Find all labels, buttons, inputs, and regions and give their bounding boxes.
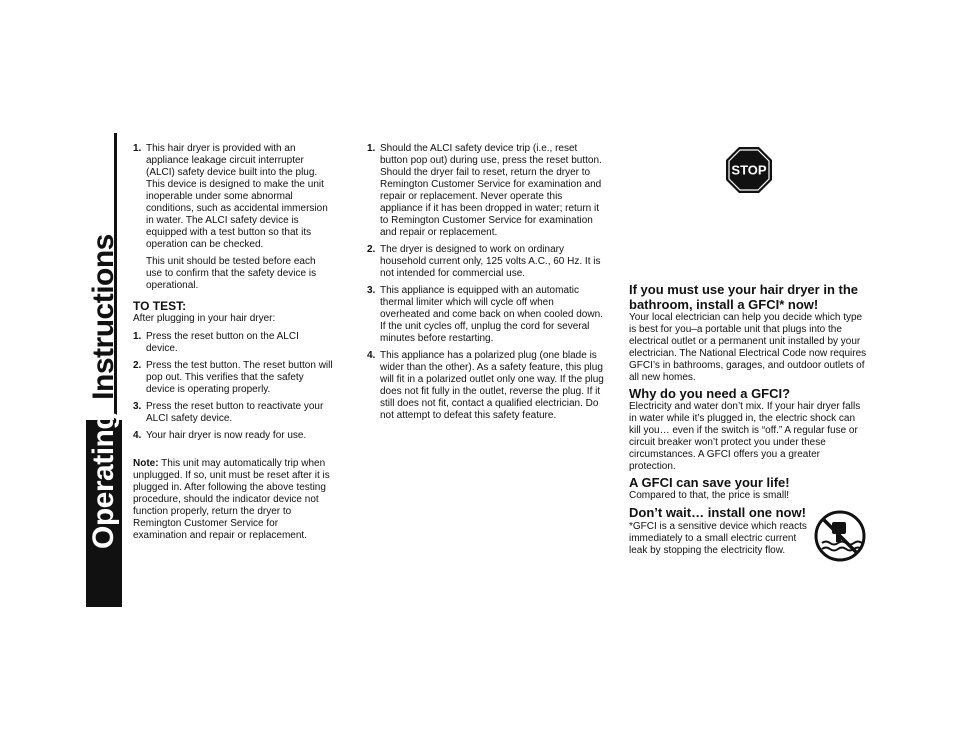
item-text: Your hair dryer is now ready for use.	[146, 430, 307, 441]
dont-wait-heading: Don’t wait… install one now!	[629, 505, 806, 520]
no-dryer-in-water-icon	[814, 510, 866, 562]
item-text: The dryer is designed to work on ordinary household current only, 125 volts A.C., 60 Hz. It is not intended for commercial use.	[380, 244, 601, 279]
item-text: Press the reset button on the ALCI device.	[146, 331, 299, 354]
item-number: 1.	[133, 143, 142, 154]
alci-test-note: This unit should be tested before each use to confirm that the safety device is operational.	[146, 256, 317, 291]
save-life-paragraph: Compared to that, the price is small!	[629, 490, 790, 501]
list-item	[367, 350, 605, 422]
note-label: Note:	[133, 458, 159, 469]
to-test-intro: After plugging in your hair dryer:	[133, 313, 276, 324]
item-number: 1.	[367, 143, 376, 154]
list-item	[133, 430, 333, 442]
item-number: 3.	[367, 285, 376, 296]
item-number: 3.	[133, 401, 142, 412]
save-life-heading: A GFCI can save your life!	[629, 475, 790, 490]
item-number: 4.	[367, 350, 376, 361]
side-title-operating: Operating	[87, 411, 120, 549]
list-item	[367, 244, 605, 280]
gfci-paragraph: Your local electrician can help you decide which type is best for you–a portable unit that plugs into the electrical outlet or a permanent unit installed by your electrician. The National Electrical Code now requires GFCI’s in bathrooms, garages, and outdoor outlets of all new homes.	[629, 312, 867, 383]
column-1	[133, 143, 333, 552]
item-text: This appliance is equipped with an automatic thermal limiter which will cycle off when overheated and come back on when cooled down. If the unit cycles off, unplug the cord for several minutes before restarting.	[380, 285, 603, 344]
side-title-instructions: Instructions	[87, 234, 120, 400]
list-item	[133, 401, 333, 425]
dont-wait-paragraph	[629, 505, 809, 557]
item-number: 2.	[133, 360, 142, 371]
list-item	[133, 360, 333, 396]
item-text: This appliance has a polarized plug (one blade is wider than the other). As a safety feature, this plug will fit in a polarized outlet only one way. If the plug does not fit fully in the outlet, reverse the plug. If it still does not fit, contact a qualified electrician. Do not attempt to defeat this safety feature.	[380, 350, 604, 421]
list-item	[133, 331, 333, 355]
item-text: Should the ALCI safety device trip (i.e., reset button pop out) during use, press the reset button. Should the dryer fail to reset, return the dryer to Remington Customer Service for examination and repair or replacement. Never operate this appliance if it has been dropped in water; return it to Remington Customer Service for examination and repair or replacement.	[380, 143, 602, 238]
item-text: This hair dryer is provided with an appliance leakage circuit interrupter (ALCI) safety device built into the plug. This device is designed to make the unit inoperable under some abnormal conditions, such as accidental immersion in water. The ALCI safety device is equipped with a test button so that its operation can be checked.	[146, 143, 328, 250]
list-item	[367, 285, 605, 345]
item-number: 2.	[367, 244, 376, 255]
stop-sign-label: STOP	[731, 162, 767, 178]
list-item	[367, 143, 605, 239]
list-item	[133, 143, 333, 251]
column-2	[367, 143, 605, 427]
item-text: Press the reset button to reactivate your ALCI safety device.	[146, 401, 324, 424]
safety-list	[367, 143, 605, 422]
side-title	[86, 133, 122, 607]
stop-sign-icon	[725, 146, 773, 194]
item-number: 4.	[133, 430, 142, 441]
test-steps-list	[133, 331, 333, 442]
item-number: 1.	[133, 331, 142, 342]
alci-list	[133, 143, 333, 251]
note-paragraph	[133, 458, 333, 542]
gfci-heading: If you must use your hair dryer in the bathroom, install a GFCI* now!	[629, 282, 858, 312]
why-gfci-heading: Why do you need a GFCI?	[629, 386, 791, 401]
why-gfci-paragraph: Electricity and water don’t mix. If your hair dryer falls in water while it’s plugged in, the electric shock can kill you… even if the switch is “off.” A regular fuse or circuit breaker won’t protect you under these circumstances. A GFCI offers you a greater protection.	[629, 401, 861, 472]
item-text: Press the test button. The reset button will pop out. This verifies that the safety device is operating properly.	[146, 360, 333, 395]
to-test-heading: TO TEST:	[133, 299, 187, 313]
note-text: This unit may automatically trip when unplugged. If so, unit must be reset after it is plugged in. After following the above testing procedure, should the indicator device not function properly, return the dryer to Remington Customer Service for examination and repair or replacement.	[133, 458, 330, 541]
gfci-definition: *GFCI is a sensitive device which reacts immediately to a small electric current leak by stopping the electricity flow.	[629, 521, 807, 556]
